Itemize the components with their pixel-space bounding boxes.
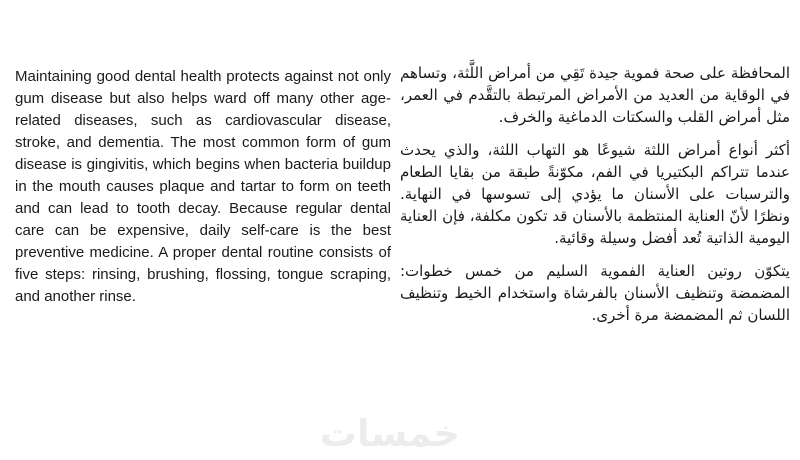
- khamsat-watermark: خمسات: [319, 412, 460, 455]
- english-paragraph: Maintaining good dental health protects against not only gum disease but also helps ward off many other age-related diseases, such as cardiovascular disease, stroke, and dementia. The most common form of gum disease is gingivitis, which begins when bacteria buildup in the mouth causes plaque and tartar to form on teeth and can lead to tooth decay. Because regular dental care can be expensive, daily self-care is the best preventive medicine. A proper dental routine consists of five steps: rinsing, brushing, flossing, tongue scraping, and another rinse.: [15, 68, 391, 305]
- arabic-paragraph-1: المحافظة على صحة فموية جيدة تَقِي من أمراض اللَّثة، وتساهم في الوقاية من العديد من الأمراض المرتبطة بالتقَّدم في العمر، مثل أمراض القلب والسكتات الدماغية والخرف.: [400, 64, 790, 126]
- arabic-paragraph-2: أكثر أنواع أمراض اللثة شيوعًا هو التهاب اللثة، والذي يحدث عندما تتراكم البكتيريا في الفم، مكوّنةً طبقة من بقايا الطعام والترسبات على الأسنان ما يؤدي إلى تسوسها في النهاية. ونظرًا لأنّ العناية المنتظمة بالأسنان قد تكون مكلفة، فإن العناية اليومية الذاتية تُعد أفضل وسيلة وقائية.: [400, 141, 790, 247]
- english-text-column: [15, 66, 391, 308]
- arabic-paragraph-3: يتكوّن روتين العناية الفموية السليم من خمس خطوات: المضمضة وتنظيف الأسنان بالفرشاة واستخدام الخيط وتنظيف اللسان ثم المضمضة مرة أخرى.: [400, 262, 790, 324]
- arabic-text-column: [400, 62, 790, 326]
